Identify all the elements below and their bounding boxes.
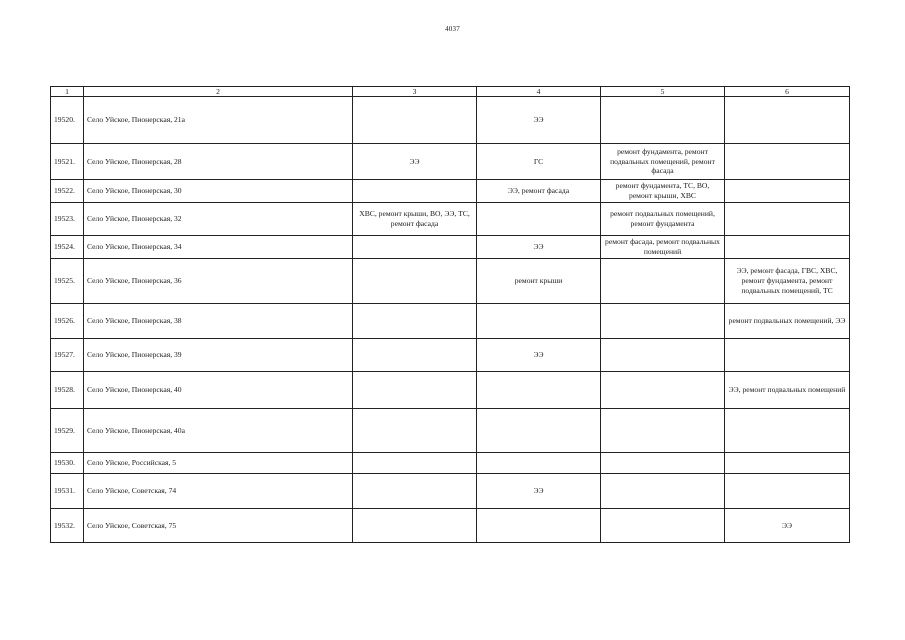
- table-row: [51, 453, 850, 474]
- page-number: 4037: [445, 25, 460, 33]
- cell-col-4: ЭЭ: [477, 474, 601, 509]
- row-number: 19520.: [51, 97, 84, 144]
- row-number: 19531.: [51, 474, 84, 509]
- cell-col-3: ХВС, ремонт крыши, ВО, ЭЭ, ТС, ремонт фасада: [353, 203, 477, 236]
- address-cell: Село Уйское, Пионерская, 32: [84, 203, 353, 236]
- cell-col-3: [353, 409, 477, 453]
- cell-col-5: [601, 474, 725, 509]
- row-number: 19530.: [51, 453, 84, 474]
- row-number: 19526.: [51, 304, 84, 339]
- cell-col-6: [725, 453, 850, 474]
- cell-col-5: ремонт подвальных помещений, ремонт фундамента: [601, 203, 725, 236]
- table-row: [51, 372, 850, 409]
- cell-col-4: [477, 409, 601, 453]
- cell-col-5: [601, 453, 725, 474]
- address-cell: Село Уйское, Пионерская, 28: [84, 144, 353, 180]
- cell-col-3: [353, 180, 477, 203]
- table-row: [51, 236, 850, 259]
- column-header-2: 2: [84, 87, 353, 97]
- cell-col-4: [477, 203, 601, 236]
- column-header-4: 4: [477, 87, 601, 97]
- cell-col-5: [601, 409, 725, 453]
- cell-col-4: [477, 453, 601, 474]
- address-cell: Село Уйское, Пионерская, 34: [84, 236, 353, 259]
- table-row: [51, 339, 850, 372]
- cell-col-6: ЭЭ, ремонт подвальных помещений: [725, 372, 850, 409]
- row-number: 19528.: [51, 372, 84, 409]
- cell-col-4: ЭЭ: [477, 339, 601, 372]
- cell-col-3: [353, 97, 477, 144]
- cell-col-3: [353, 259, 477, 304]
- cell-col-3: [353, 304, 477, 339]
- cell-col-5: [601, 372, 725, 409]
- address-cell: Село Уйское, Российская, 5: [84, 453, 353, 474]
- cell-col-4: [477, 509, 601, 543]
- cell-col-6: [725, 180, 850, 203]
- cell-col-3: [353, 372, 477, 409]
- row-number: 19521.: [51, 144, 84, 180]
- column-header-5: 5: [601, 87, 725, 97]
- address-cell: Село Уйское, Пионерская, 40: [84, 372, 353, 409]
- cell-col-5: ремонт фасада, ремонт подвальных помещений: [601, 236, 725, 259]
- row-number: 19527.: [51, 339, 84, 372]
- cell-col-6: ЭЭ: [725, 509, 850, 543]
- table-row: [51, 509, 850, 543]
- address-cell: Село Уйское, Пионерская, 38: [84, 304, 353, 339]
- cell-col-5: [601, 509, 725, 543]
- row-number: 19525.: [51, 259, 84, 304]
- cell-col-6: [725, 236, 850, 259]
- cell-col-6: [725, 339, 850, 372]
- cell-col-3: [353, 453, 477, 474]
- cell-col-4: ЭЭ: [477, 236, 601, 259]
- cell-col-4: ремонт крыши: [477, 259, 601, 304]
- cell-col-6: [725, 203, 850, 236]
- cell-col-4: ГС: [477, 144, 601, 180]
- repair-schedule-table: [50, 86, 850, 543]
- cell-col-5: ремонт фундамента, ТС, ВО, ремонт крыши, ХВС: [601, 180, 725, 203]
- column-header-3: 3: [353, 87, 477, 97]
- column-header-6: 6: [725, 87, 850, 97]
- cell-col-5: [601, 259, 725, 304]
- cell-col-4: [477, 372, 601, 409]
- table-row: [51, 304, 850, 339]
- table-header-row: [51, 87, 850, 97]
- cell-col-5: [601, 339, 725, 372]
- address-cell: Село Уйское, Пионерская, 36: [84, 259, 353, 304]
- cell-col-3: [353, 509, 477, 543]
- table-row: [51, 180, 850, 203]
- address-cell: Село Уйское, Пионерская, 21а: [84, 97, 353, 144]
- cell-col-5: ремонт фундамента, ремонт подвальных помещений, ремонт фасада: [601, 144, 725, 180]
- cell-col-6: ЭЭ, ремонт фасада, ГВС, ХВС, ремонт фундамента, ремонт подвальных помещений, ТС: [725, 259, 850, 304]
- address-cell: Село Уйское, Советская, 74: [84, 474, 353, 509]
- address-cell: Село Уйское, Пионерская, 39: [84, 339, 353, 372]
- cell-col-6: [725, 409, 850, 453]
- address-cell: Село Уйское, Советская, 75: [84, 509, 353, 543]
- table-row: [51, 409, 850, 453]
- cell-col-5: [601, 97, 725, 144]
- cell-col-6: ремонт подвальных помещений, ЭЭ: [725, 304, 850, 339]
- table-row: [51, 144, 850, 180]
- table-row: [51, 97, 850, 144]
- table-row: [51, 259, 850, 304]
- column-header-1: 1: [51, 87, 84, 97]
- cell-col-4: ЭЭ, ремонт фасада: [477, 180, 601, 203]
- cell-col-5: [601, 304, 725, 339]
- row-number: 19523.: [51, 203, 84, 236]
- cell-col-6: [725, 474, 850, 509]
- cell-col-3: ЭЭ: [353, 144, 477, 180]
- cell-col-6: [725, 144, 850, 180]
- cell-col-6: [725, 97, 850, 144]
- table-row: [51, 474, 850, 509]
- address-cell: Село Уйское, Пионерская, 30: [84, 180, 353, 203]
- table-row: [51, 203, 850, 236]
- row-number: 19524.: [51, 236, 84, 259]
- cell-col-3: [353, 339, 477, 372]
- row-number: 19522.: [51, 180, 84, 203]
- row-number: 19529.: [51, 409, 84, 453]
- cell-col-4: ЭЭ: [477, 97, 601, 144]
- address-cell: Село Уйское, Пионерская, 40а: [84, 409, 353, 453]
- cell-col-4: [477, 304, 601, 339]
- cell-col-3: [353, 236, 477, 259]
- cell-col-3: [353, 474, 477, 509]
- row-number: 19532.: [51, 509, 84, 543]
